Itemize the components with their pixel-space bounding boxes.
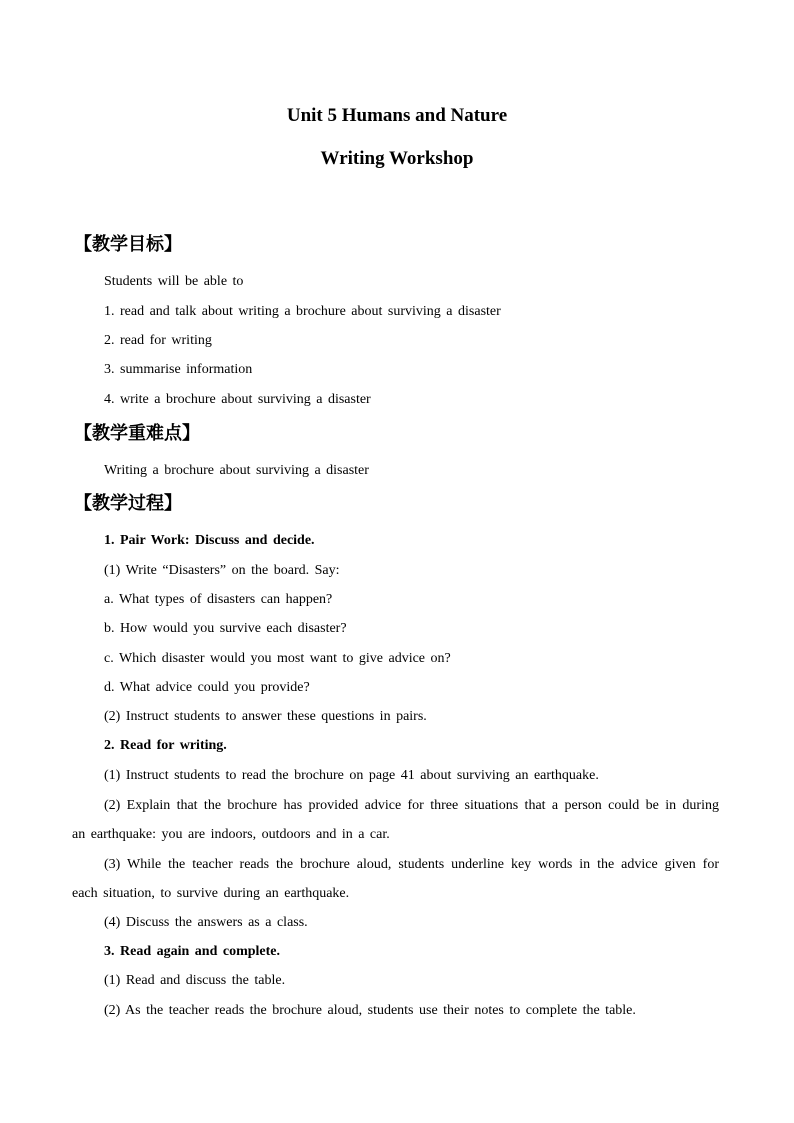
- step3-line: (2) As the teacher reads the brochure aloud, students use their notes to complete the table.: [104, 1003, 636, 1018]
- section-heading-process: 【教学过程】: [74, 493, 182, 514]
- document-title: Unit 5 Humans and Nature: [286, 105, 508, 126]
- step2-line: (1) Instruct students to read the brochure on page 41 about surviving an earthquake.: [104, 768, 599, 783]
- step1-title: 1. Pair Work: Discuss and decide.: [104, 533, 315, 548]
- key-points-text: Writing a brochure about surviving a disaster: [104, 463, 369, 478]
- step1-line: (1) Write “Disasters” on the board. Say:: [104, 563, 340, 578]
- step1-line: d. What advice could you provide?: [104, 680, 310, 695]
- step1-line: a. What types of disasters can happen?: [104, 592, 333, 607]
- objectives-intro: Students will be able to: [104, 274, 244, 289]
- objective-item: 4. write a brochure about surviving a disaster: [104, 392, 371, 407]
- objective-item: 1. read and talk about writing a brochure about surviving a disaster: [104, 304, 501, 319]
- step3-title: 3. Read again and complete.: [104, 944, 280, 959]
- section-heading-key-points: 【教学重难点】: [74, 423, 200, 444]
- step2-paragraph: (2) Explain that the brochure has provided advice for three situations that a person could be in during an earthquake: you are indoors, outdoors and in a car.: [72, 798, 719, 842]
- objective-item: 2. read for writing: [104, 333, 212, 348]
- step2-line: (4) Discuss the answers as a class.: [104, 915, 308, 930]
- objective-item: 3. summarise information: [104, 362, 253, 377]
- step2-title: 2. Read for writing.: [104, 738, 227, 753]
- section-heading-objectives: 【教学目标】: [74, 234, 182, 255]
- document-subtitle: Writing Workshop: [320, 148, 474, 169]
- step2-paragraph: (3) While the teacher reads the brochure aloud, students underline key words in the advice given for each situation, to survive during an earthquake.: [72, 857, 719, 901]
- step3-line: (1) Read and discuss the table.: [104, 973, 286, 988]
- step1-line: b. How would you survive each disaster?: [104, 621, 347, 636]
- step1-line: (2) Instruct students to answer these questions in pairs.: [104, 709, 427, 724]
- step1-line: c. Which disaster would you most want to give advice on?: [104, 651, 451, 666]
